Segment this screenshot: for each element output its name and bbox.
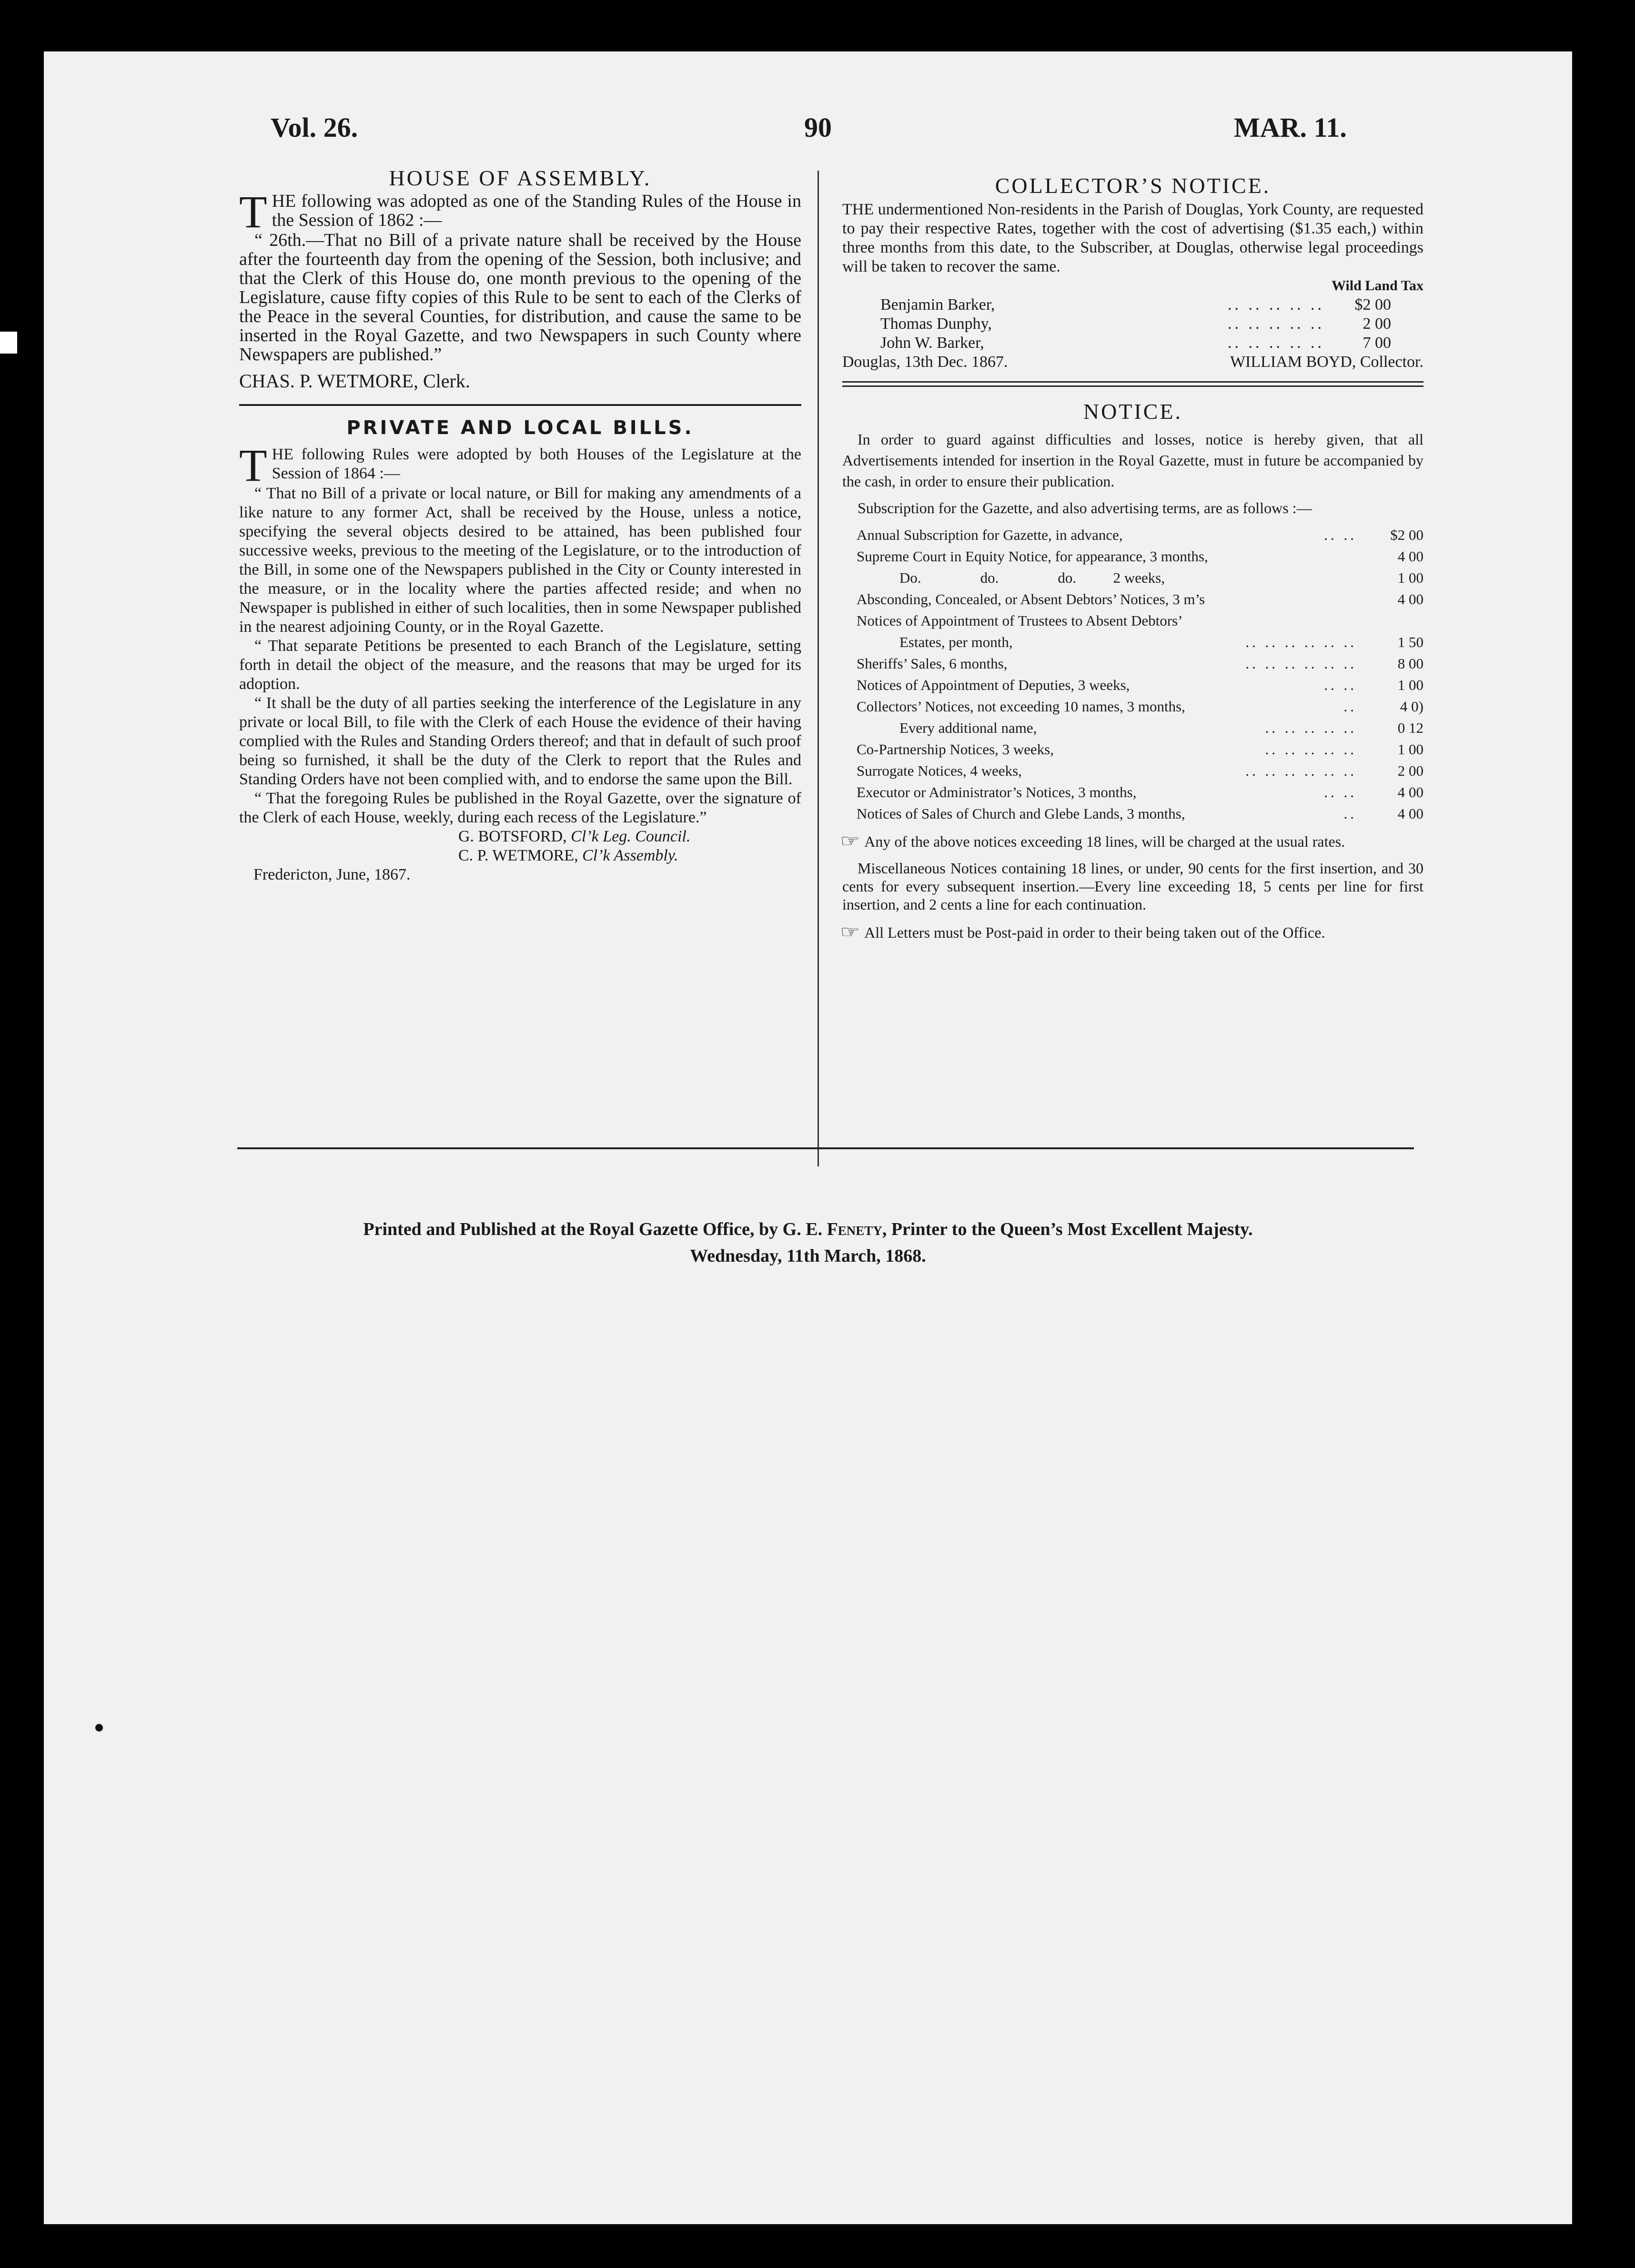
- private-bills-paragraph: “ It shall be the duty of all parties seeking the interference of the Legislature in any private or local Bill, to file with the Clerk of each House the evidence of their having complied with the Rules and Standing Orders thereof; and that in default of such proof being so furnished, it shall be the duty of the Clerk to report that the Rules and Standing Orders have not been complied with, and to endorse the same upon the Bill.: [239, 694, 801, 788]
- notice-intro: In order to guard against difficulties and losses, notice is hereby given, that all Advertisements intended for insertion in the Royal Gazette, must in future be accompanied by the cash, in order to ensure their publication.: [842, 431, 1423, 490]
- imprint-line: Printed and Published at the Royal Gazette Office, by G. E. Fenety, Printer to the Queen’s Most Excellent Majesty.: [363, 1219, 1253, 1239]
- list-item: Collectors’ Notices, not exceeding 10 names, 3 months, .. 4 0): [857, 698, 1423, 715]
- tax-list: [842, 295, 1423, 353]
- list-item: Notices of Appointment of Deputies, 3 weeks, .. .. 1 00: [857, 677, 1423, 693]
- edge-mark: [0, 332, 17, 354]
- list-item: Thomas Dunphy, .. .. .. .. .. 2 00: [880, 315, 1391, 333]
- list-item: John W. Barker, .. .. .. .. .. 7 00: [880, 334, 1391, 352]
- column-divider: [818, 171, 819, 1166]
- section-rule: [239, 404, 801, 406]
- list-item: Benjamin Barker, .. .. .. .. .. $2 00: [880, 296, 1391, 314]
- right-column: [842, 174, 1423, 942]
- list-item: Estates, per month, .. .. .. .. .. .. 1 50: [899, 634, 1423, 650]
- issue-date: MAR. 11.: [1234, 112, 1347, 143]
- volume-number: Vol. 26.: [271, 112, 358, 143]
- pointing-hand-icon: ☞: [840, 831, 860, 850]
- subscription-intro: Subscription for the Gazette, and also advertising terms, are as follows :—: [858, 499, 1312, 516]
- list-item: Surrogate Notices, 4 weeks, .. .. .. .. .. .. 2 00: [857, 762, 1423, 779]
- list-item: Every additional name, .. .. .. .. .. 0 12: [899, 719, 1423, 736]
- collectors-notice-text: THE undermentioned Non-residents in the Parish of Douglas, York County, are requested to pay their respective Rates, together with the cost of advertising ($1.35 each,) within three months from this date, to the Subscriber, at Douglas, otherwise legal proceedings will be taken to recover the same.: [842, 201, 1423, 275]
- gazette-page: [44, 51, 1572, 2224]
- rates-list: [842, 524, 1423, 824]
- left-column: [239, 167, 801, 884]
- clerk-signature: CHAS. P. WETMORE, Clerk.: [239, 370, 470, 392]
- list-item: Notices of Sales of Church and Glebe Lands, 3 months, .. 4 00: [857, 805, 1423, 822]
- drop-cap: T: [239, 186, 267, 237]
- list-item: Notices of Appointment of Trustees to Absent Debtors’: [857, 612, 1183, 629]
- wild-land-tax-header: Wild Land Tax: [1332, 278, 1423, 294]
- list-item: Do. do. do. 2 weeks, 1 00: [899, 569, 1423, 586]
- list-item: Absconding, Concealed, or Absent Debtors’ Notices, 3 m’s 4 00: [857, 591, 1423, 608]
- pointing-hand-icon: ☞: [840, 922, 860, 942]
- standing-rule-26: “ 26th.—That no Bill of a private nature shall be received by the House after the fourteenth day from the opening of the Session, both inclusive; and that the Clerk of this House do, one month previous to the opening of the Legislature, cause fifty copies of this Rule to be sent to each of the Clerks of the Peace in the several Counties, for distribution, and cause the same to be inserted in the Royal Gazette, and two Newspapers in such County where Newspapers are published.”: [239, 230, 801, 364]
- list-item: Executor or Administrator’s Notices, 3 months, .. .. 4 00: [857, 784, 1423, 800]
- place-date: Douglas, 13th Dec. 1867.: [842, 353, 1008, 371]
- private-bills-title: PRIVATE AND LOCAL BILLS.: [346, 417, 694, 439]
- house-of-assembly-title: HOUSE OF ASSEMBLY.: [389, 166, 652, 190]
- letters-note: ☞ All Letters must be Post-paid in order to their being taken out of the Office.: [840, 922, 1325, 942]
- excess-note: ☞ Any of the above notices exceeding 18 lines, will be charged at the usual rates.: [840, 831, 1345, 850]
- private-bills-paragraph: “ That the foregoing Rules be published in the Royal Gazette, over the signature of the Clerk of each House, weekly, during each recess of the Legislature.”: [239, 790, 801, 826]
- list-item: Supreme Court in Equity Notice, for appearance, 3 months, 4 00: [857, 548, 1423, 565]
- list-item: Sheriffs’ Sales, 6 months, .. .. .. .. .. .. 8 00: [857, 655, 1423, 672]
- private-bills-intro: THE following Rules were adopted by both Houses of the Legislature at the Session of 1864 :—: [239, 440, 801, 491]
- place-date: Fredericton, June, 1867.: [253, 866, 411, 883]
- council-clerk-signature: G. BOTSFORD, Cl’k Leg. Council.: [458, 828, 691, 845]
- list-item: Annual Subscription for Gazette, in advance, .. .. $2 00: [857, 526, 1423, 543]
- notice-title: NOTICE.: [1083, 399, 1183, 424]
- list-item: Co-Partnership Notices, 3 weeks, .. .. .. .. .. 1 00: [857, 741, 1423, 758]
- section-rule: [842, 381, 1423, 387]
- miscellaneous-notices: Miscellaneous Notices containing 18 lines, or under, 90 cents for the first insertion, and 30 cents for every subsequent insertion.—Every line exceeding 18, 5 cents per line for first insertion, and 2 cents a line for each continuation.: [842, 860, 1423, 913]
- collector-signature: WILLIAM BOYD, Collector.: [1230, 353, 1423, 371]
- private-bills-paragraph: “ That no Bill of a private or local nature, or Bill for making any amendments of a like nature to any former Act, shall be received by the House, unless a notice, specifying the several objects desired to be attained, has been published four successive weeks, previous to the meeting of the Legislature, or to the introduction of the Bill, in some one of the Newspapers published in the City or County interested in the measure, or in the locality where the parties affected reside; and when no Newspaper is published in either of such localities, then in some Newspaper published in the nearest adjoining County, or in the Royal Gazette.: [239, 485, 801, 636]
- house-of-assembly-intro: THE following was adopted as one of the Standing Rules of the House in the Session of 1862 :—: [239, 186, 801, 237]
- collector-signoff: [842, 353, 1423, 372]
- speck: [95, 1724, 103, 1731]
- bottom-rule: [237, 1147, 1414, 1149]
- assembly-clerk-signature: C. P. WETMORE, Cl’k Assembly.: [458, 847, 678, 864]
- collectors-notice-title: COLLECTOR’S NOTICE.: [995, 173, 1271, 198]
- page-number: 90: [804, 112, 832, 143]
- drop-cap: T: [239, 440, 267, 491]
- private-bills-paragraph: “ That separate Petitions be presented to each Branch of the Legislature, setting forth in detail the object of the measure, and the reasons that may be urged for its adoption.: [239, 637, 801, 693]
- imprint-date: Wednesday, 11th March, 1868.: [690, 1246, 926, 1266]
